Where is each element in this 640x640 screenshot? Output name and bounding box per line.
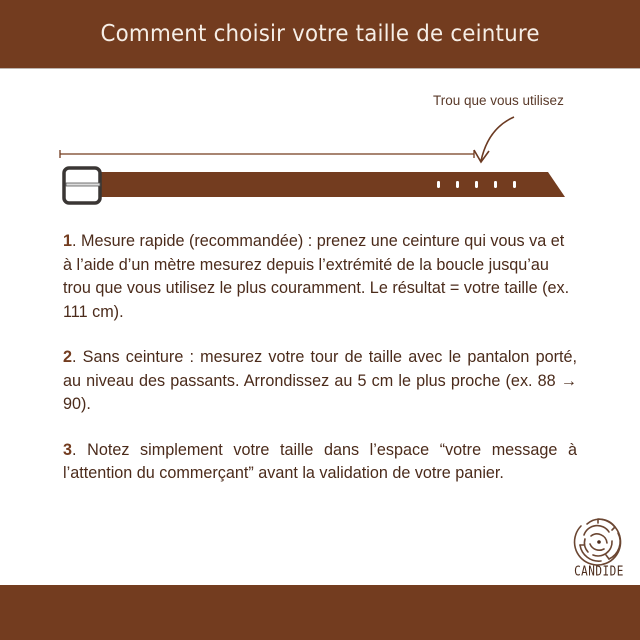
- step-3: [63, 439, 577, 486]
- belt-hole-icon: [513, 181, 516, 188]
- belt-illustration: [0, 80, 640, 220]
- instructions-list: [63, 230, 577, 486]
- step-2: [63, 346, 577, 417]
- step-text: . Notez simplement votre taille dans l’espace “votre message à l’attention du commerçant” avant la validation de votre panier.: [63, 440, 577, 482]
- measure-line-icon: [60, 150, 474, 158]
- page-title: Comment choisir votre taille de ceinture: [100, 21, 540, 47]
- belt-hole-icon: [475, 181, 478, 188]
- belt-diagram: [0, 80, 640, 220]
- step-text: . Sans ceinture : mesurez votre tour de taille avec le pantalon porté, au niveau des passants. Arrondissez au 5 cm le plus proche (ex. 88 → 90).: [63, 348, 577, 413]
- header-divider: [0, 68, 640, 69]
- maze-logo-icon: [571, 515, 627, 567]
- step-number: 2: [63, 348, 73, 366]
- brand-logo: [571, 515, 627, 583]
- footer-banner: [0, 585, 640, 640]
- belt-hole-icon: [437, 181, 440, 188]
- step-number: 3: [63, 440, 73, 459]
- step-text: . Mesure rapide (recommandée) : prenez une ceinture qui vous va et à l’aide d’un mètre mesurez depuis l’extrémité de la boucle jusqu’au trou que vous utilisez le plus couramment. Le résultat = votre taille (ex. 111 cm).: [63, 232, 570, 321]
- step-number: 1: [63, 232, 73, 250]
- header-banner: [0, 0, 640, 68]
- belt-hole-icon: [494, 181, 497, 188]
- belt-strap-icon: [98, 172, 565, 197]
- brand-name: CANDIDE: [574, 563, 624, 580]
- belt-hole-icon: [456, 181, 459, 188]
- curved-arrow-icon: [474, 117, 514, 162]
- arrow-label: Trou que vous utilisez: [433, 93, 564, 108]
- step-1: [63, 230, 577, 324]
- belt-buckle-icon: [64, 168, 100, 203]
